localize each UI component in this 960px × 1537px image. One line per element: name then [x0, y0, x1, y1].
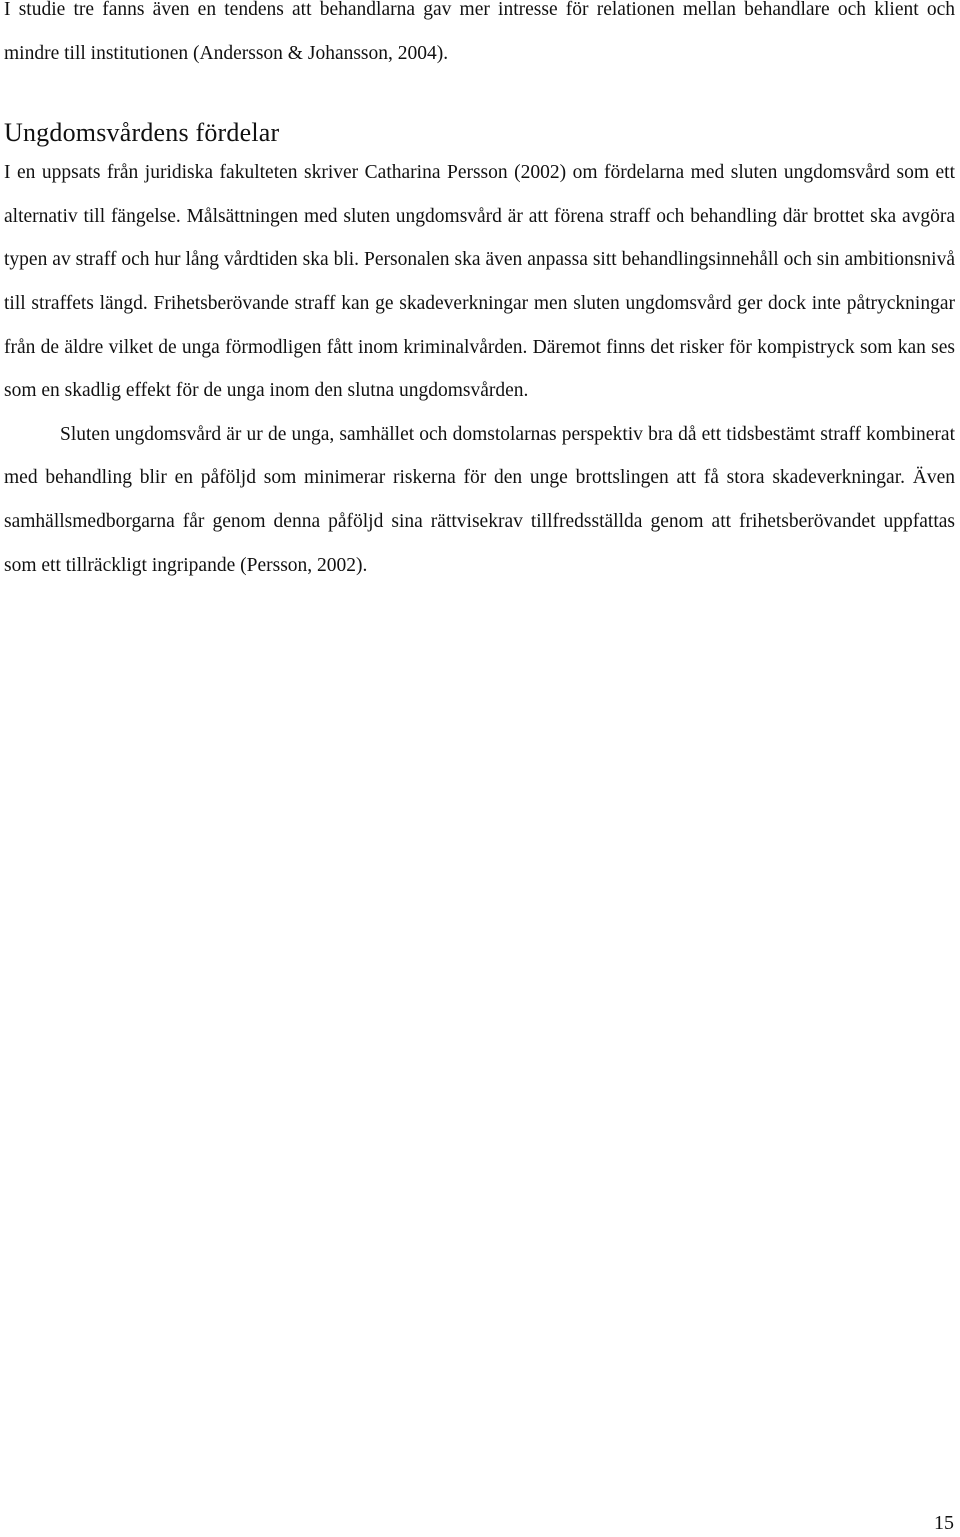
paragraph-2: Sluten ungdomsvård är ur de unga, samhället och domstolarnas perspektiv bra då ett tidsbestämt straff kombinerat med behandling blir en påföljd som minimerar riskerna för den unge brottslingen att få stora skadeverkningar. Även samhällsmedborgarna får genom denna påföljd sina rättvisekrav tillfredsställda genom att frihetsberövandet uppfattas som ett tillräckligt ingripande (Persson, 2002).	[4, 423, 955, 576]
page-number: 15	[934, 1512, 954, 1534]
document-page	[4, 0, 955, 587]
paragraph-1: I en uppsats från juridiska fakulteten skriver Catharina Persson (2002) om fördelarna med sluten ungdomsvård som ett alternativ till fängelse. Målsättningen med sluten ungdomsvård är att förena straff och behandling där brottet ska avgöra typen av straff och hur lång vårdtiden ska bli. Personalen ska även anpassa sitt behandlingsinnehåll och sin ambitionsnivå till straffets längd. Frihetsberövande straff kan ge skadeverkningar men sluten ungdomsvård ger dock inte påtryckningar från de äldre vilket de unga förmodligen fått inom kriminalvården. Däremot finns det risker för kompistryck som kan ses som en skadlig effekt för de unga inom den slutna ungdomsvården.	[4, 162, 955, 402]
section-heading: Ungdomsvårdens fördelar	[4, 118, 280, 148]
paragraph-top: I studie tre fanns även en tendens att behandlarna gav mer intresse för relationen mellan behandlare och klient och mindre till institutionen (Andersson & Johansson, 2004).	[4, 0, 955, 64]
